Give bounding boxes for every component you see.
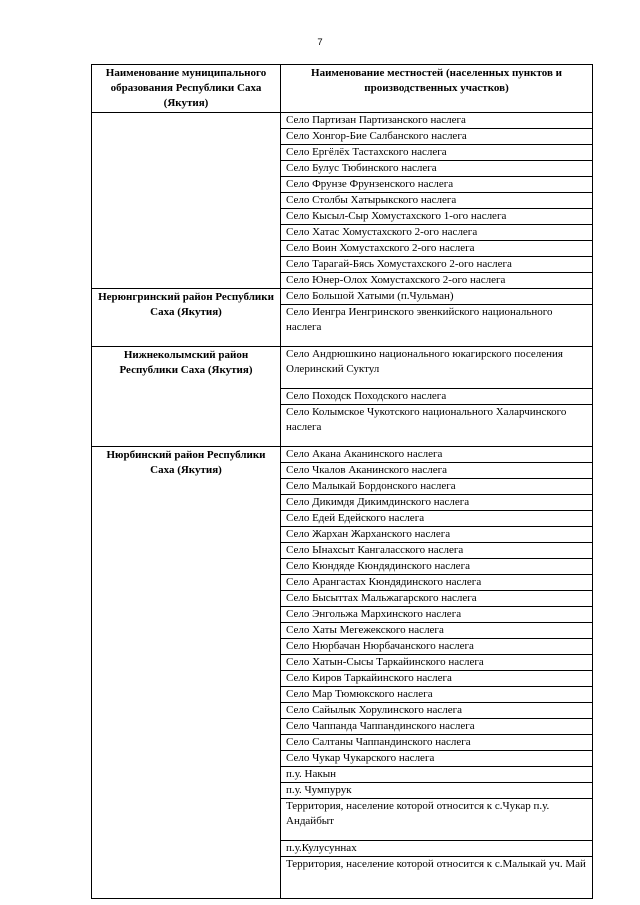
locality-cell: Село Фрунзе Фрунзенского наслега: [281, 177, 593, 193]
locality-cell: Село Колымское Чукотского национального Халарчинского наслега: [281, 405, 593, 447]
locality-cell: Село Чаппанда Чаппандинского наслега: [281, 719, 593, 735]
municipality-cell: Нижнеколымский район Республики Саха (Якутия): [92, 347, 281, 447]
municipality-cell: Нерюнгринский район Республики Саха (Якутия): [92, 289, 281, 347]
table-row: [92, 447, 593, 463]
locality-cell: Село Бысыттах Мальжагарского наслега: [281, 591, 593, 607]
locality-cell: Село Андрюшкино национального юкагирского поселения Олеринский Суктул: [281, 347, 593, 389]
locality-cell: Село Малыкай Бордонского наслега: [281, 479, 593, 495]
localities-table: [91, 64, 593, 899]
locality-cell: Село Походск Походского наслега: [281, 389, 593, 405]
table-row: [92, 289, 593, 305]
locality-cell: Село Чукар Чукарского наслега: [281, 751, 593, 767]
locality-cell: Село Жархан Жарханского наслега: [281, 527, 593, 543]
locality-cell: Село Акана Аканинского наслега: [281, 447, 593, 463]
locality-cell: Село Хатас Хомустахского 2-ого наслега: [281, 225, 593, 241]
locality-cell: Село Ынахсыт Кангаласского наслега: [281, 543, 593, 559]
locality-cell: п.у. Чумпурук: [281, 783, 593, 799]
locality-cell: Село Сайылык Хорулинского наслега: [281, 703, 593, 719]
locality-cell: Село Хатын-Сысы Таркайинского наслега: [281, 655, 593, 671]
locality-cell: Село Киров Таркайинского наслега: [281, 671, 593, 687]
page-number: 7: [317, 37, 323, 48]
locality-cell: Село Салтаны Чаппандинского наслега: [281, 735, 593, 751]
locality-cell: Село Мар Тюмюкского наслега: [281, 687, 593, 703]
locality-cell: Село Кысыл-Сыр Хомустахского 1-ого наслега: [281, 209, 593, 225]
locality-cell: п.у. Накын: [281, 767, 593, 783]
locality-cell: Село Ергёлёх Тастахского наслега: [281, 145, 593, 161]
locality-cell: Территория, население которой относится к с.Чукар п.у. Андайбыт: [281, 799, 593, 841]
locality-cell: Село Чкалов Аканинского наслега: [281, 463, 593, 479]
municipality-cell: [92, 113, 281, 289]
locality-cell: Село Воин Хомустахского 2-ого наслега: [281, 241, 593, 257]
locality-cell: Территория, население которой относится к с.Малыкай уч. Май: [281, 857, 593, 899]
locality-cell: Село Нюрбачан Нюрбачанского наслега: [281, 639, 593, 655]
locality-cell: Село Тарагай-Бясь Хомустахского 2-ого наслега: [281, 257, 593, 273]
locality-cell: Село Большой Хатыми (п.Чульман): [281, 289, 593, 305]
locality-cell: Село Дикимдя Дикимдинского наслега: [281, 495, 593, 511]
locality-cell: Село Булус Тюбинского наслега: [281, 161, 593, 177]
table-row: [92, 113, 593, 129]
municipality-cell: Нюрбинский район Республики Саха (Якутия): [92, 447, 281, 899]
locality-cell: Село Хонгор-Бие Салбанского наслега: [281, 129, 593, 145]
locality-cell: Село Столбы Хатырыкского наслега: [281, 193, 593, 209]
table-header-row: [92, 65, 593, 113]
locality-cell: Село Хаты Мегежекского наслега: [281, 623, 593, 639]
locality-cell: Село Энгольжа Мархинского наслега: [281, 607, 593, 623]
header-localities: Наименование местностей (населенных пунктов и производственных участков): [281, 65, 593, 113]
locality-cell: Село Кюндяде Кюндядинского наслега: [281, 559, 593, 575]
locality-cell: Село Иенгра Иенгринского эвенкийского национального наслега: [281, 305, 593, 347]
table-body: [92, 113, 593, 899]
header-municipality: Наименование муниципального образования Республики Саха (Якутия): [92, 65, 281, 113]
locality-cell: Село Арангастах Кюндядинского наслега: [281, 575, 593, 591]
locality-cell: Село Юнер-Олох Хомустахского 2-ого наслега: [281, 273, 593, 289]
table-row: [92, 347, 593, 389]
locality-cell: Село Партизан Партизанского наслега: [281, 113, 593, 129]
locality-cell: п.у.Кулусуннах: [281, 841, 593, 857]
locality-cell: Село Едей Едейского наслега: [281, 511, 593, 527]
